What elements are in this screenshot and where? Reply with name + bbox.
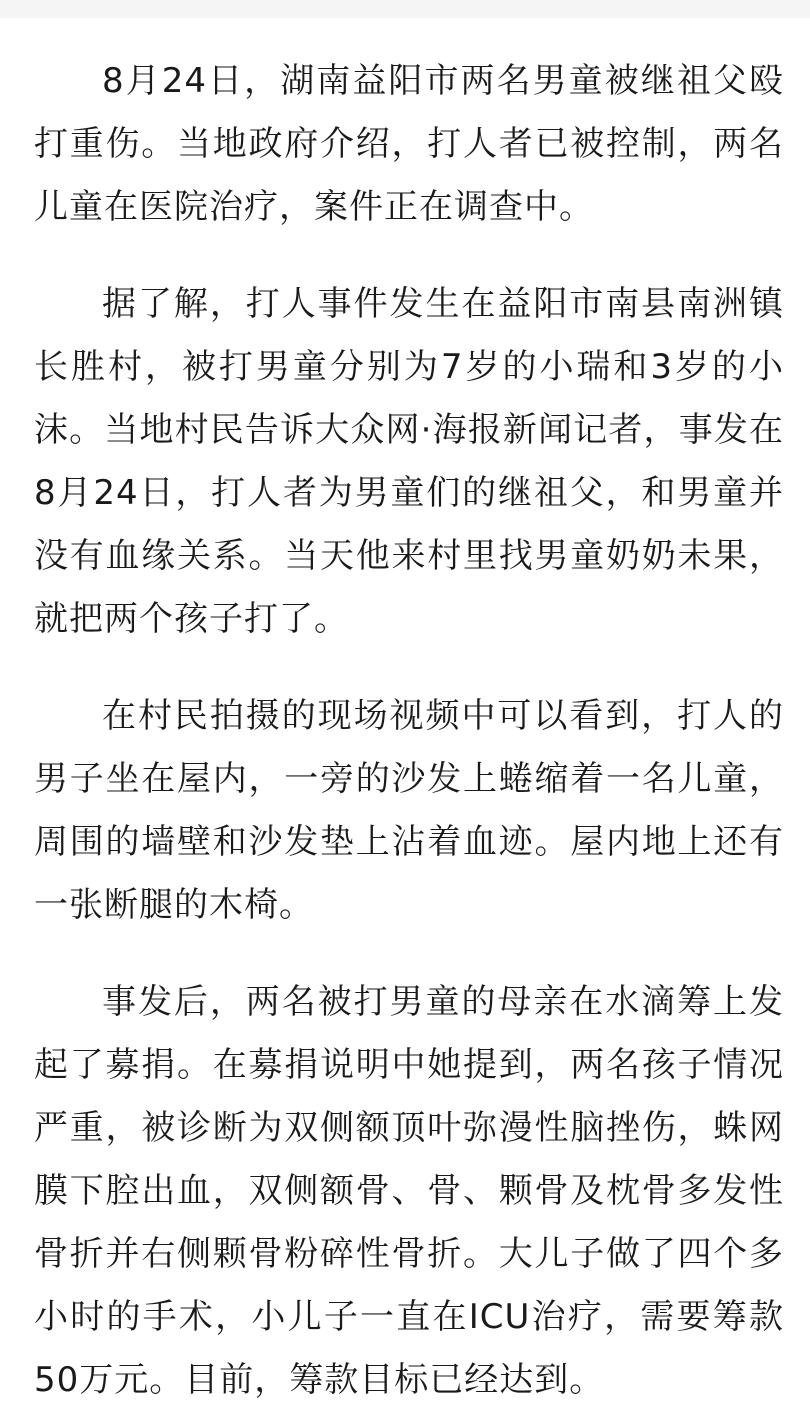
paragraph-2: 据了解，打人事件发生在益阳市南县南洲镇长胜村，被打男童分别为7岁的小瑞和3岁的小沫。当地村民告诉大众网·海报新闻记者，事发在8月24日，打人者为男童们的继祖父，和男童并没有血缘关系。当天他来村里找男童奶奶未果，就把两个孩子打了。: [34, 284, 784, 639]
paragraph-3: 在村民拍摄的现场视频中可以看到，打人的男子坐在屋内，一旁的沙发上蜷缩着一名儿童，周围的墙壁和沙发垫上沾着血迹。屋内地上还有一张断腿的木椅。: [34, 696, 784, 925]
top-bar: [0, 0, 810, 18]
article-body: [34, 50, 784, 1412]
paragraph-1: 8月24日，湖南益阳市两名男童被继祖父殴打重伤。当地政府介绍，打人者已被控制，两名儿童在医院治疗，案件正在调查中。: [34, 61, 784, 227]
paragraph-4: 事发后，两名被打男童的母亲在水滴筹上发起了募捐。在募捐说明中她提到，两名孩子情况严重，被诊断为双侧额顶叶弥漫性脑挫伤，蛛网膜下腔出血，双侧额骨、骨、颗骨及枕骨多发性骨折并右侧颗骨粉碎性骨折。大儿子做了四个多小时的手术，小儿子一直在ICU治疗，需要筹款50万元。目前，筹款目标已经达到。: [34, 982, 784, 1400]
